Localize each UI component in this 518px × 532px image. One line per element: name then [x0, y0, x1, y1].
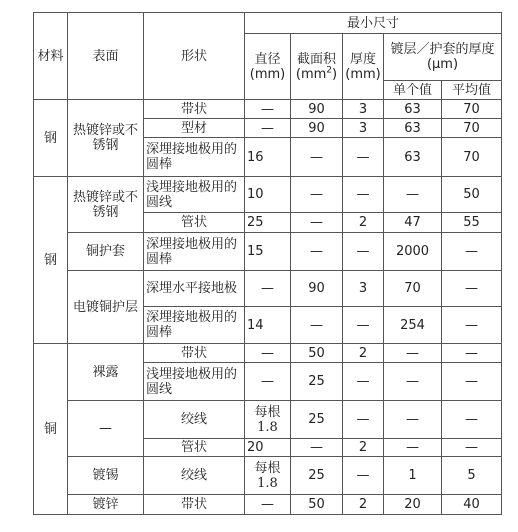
surface-zinc: 镀锌 — [68, 495, 144, 515]
cell-average: — — [442, 363, 502, 401]
cell-thickness: — — [343, 138, 384, 177]
area-unit-sup: 2 — [326, 65, 333, 76]
cell-single: 2000 — [384, 233, 442, 271]
cell-average: 70 — [442, 138, 502, 177]
cell-single: — — [384, 401, 442, 439]
header-area — [291, 34, 343, 100]
cell-single: 47 — [384, 213, 442, 233]
cell-area: — — [291, 307, 343, 344]
cell-average: 70 — [442, 100, 502, 119]
cell-area: 25 — [291, 363, 343, 401]
cell-average: — — [442, 439, 502, 457]
cell-shape: 型材 — [144, 119, 245, 138]
cell-shape: 深埋水平接地极 — [144, 271, 245, 307]
header-area-label: 截面积 — [296, 51, 336, 67]
header-thickness-unit: (mm) — [345, 66, 381, 82]
header-area-unit — [292, 67, 341, 82]
cell-average: — — [442, 401, 502, 439]
cell-thickness: — — [343, 307, 384, 344]
surface-electro-copper: 电镀铜护层 — [68, 271, 144, 344]
cell-single: 20 — [384, 495, 442, 515]
cell-shape: 深埋接地极用的圆棒 — [144, 307, 245, 344]
cell-thickness: 3 — [343, 271, 384, 307]
header-average: 平均值 — [442, 81, 502, 100]
cell-diameter: — — [245, 344, 291, 363]
grounding-material-size-table — [33, 12, 502, 515]
cell-shape: 浅埋接地极用的圆线 — [144, 177, 245, 213]
cell-single: 1 — [384, 457, 442, 495]
cell-thickness: 2 — [343, 495, 384, 515]
cell-average: — — [442, 307, 502, 344]
cell-diameter: — — [245, 495, 291, 515]
header-shape: 形状 — [144, 13, 245, 100]
cell-diameter: — — [245, 271, 291, 307]
header-diameter — [245, 34, 291, 100]
surface-hot-dip: 热镀锌或不锈钢 — [68, 100, 144, 177]
cell-diameter: 每根1.8 — [245, 401, 291, 439]
cell-thickness: 3 — [343, 119, 384, 138]
cell-average: — — [442, 344, 502, 363]
cell-single: — — [384, 177, 442, 213]
cell-area: 90 — [291, 100, 343, 119]
cell-average: 50 — [442, 177, 502, 213]
standards-table-container — [33, 12, 502, 515]
cell-area: — — [291, 233, 343, 271]
cell-diameter: — — [245, 363, 291, 401]
cell-thickness: — — [343, 363, 384, 401]
cell-thickness: 2 — [343, 439, 384, 457]
cell-diameter: 14 — [245, 307, 291, 344]
cell-diameter: 每根1.8 — [245, 457, 291, 495]
cell-single: — — [384, 363, 442, 401]
surface-none: — — [68, 401, 144, 457]
cell-shape: 深埋接地极用的圆棒 — [144, 138, 245, 177]
cell-diameter: 10 — [245, 177, 291, 213]
header-thickness-label: 厚度 — [349, 51, 376, 67]
header-surface: 表面 — [68, 13, 144, 100]
area-unit-post: ) — [332, 66, 338, 82]
cell-shape: 深埋接地极用的圆棒 — [144, 233, 245, 271]
cell-area: 50 — [291, 344, 343, 363]
cell-single: 254 — [384, 307, 442, 344]
cell-diameter: 15 — [245, 233, 291, 271]
cell-area: — — [291, 213, 343, 233]
cell-thickness: 2 — [343, 344, 384, 363]
material-steel-1: 钢 — [34, 100, 68, 177]
area-unit-pre: (mm — [295, 66, 327, 82]
cell-single: 70 — [384, 271, 442, 307]
cell-single: — — [384, 344, 442, 363]
cell-shape: 管状 — [144, 213, 245, 233]
cell-diameter: 16 — [245, 138, 291, 177]
cell-area: 25 — [291, 457, 343, 495]
cell-single: 63 — [384, 138, 442, 177]
cell-area: — — [291, 177, 343, 213]
cell-single: — — [384, 439, 442, 457]
cell-shape: 浅埋接地极用的圆线 — [144, 363, 245, 401]
cell-diameter: — — [245, 100, 291, 119]
cell-shape: 带状 — [144, 100, 245, 119]
material-steel-2: 钢 — [34, 177, 68, 344]
cell-diameter: 25 — [245, 213, 291, 233]
header-thickness — [343, 34, 384, 100]
cell-thickness: — — [343, 401, 384, 439]
surface-bare: 裸露 — [68, 344, 144, 401]
cell-shape: 带状 — [144, 495, 245, 515]
cell-area: — — [291, 138, 343, 177]
cell-thickness: — — [343, 457, 384, 495]
cell-diameter: 20 — [245, 439, 291, 457]
cell-single: 63 — [384, 100, 442, 119]
header-diameter-label: 直径 — [254, 51, 281, 67]
cell-average: 70 — [442, 119, 502, 138]
cell-average: 40 — [442, 495, 502, 515]
surface-hot-dip-2: 热镀锌或不锈钢 — [68, 177, 144, 233]
header-single: 单个值 — [384, 81, 442, 100]
cell-single: 63 — [384, 119, 442, 138]
cell-shape: 管状 — [144, 439, 245, 457]
cell-thickness: — — [343, 177, 384, 213]
cell-area: 50 — [291, 495, 343, 515]
cell-average: — — [442, 271, 502, 307]
cell-average: — — [442, 233, 502, 271]
cell-area: 90 — [291, 271, 343, 307]
surface-tin: 镀锡 — [68, 457, 144, 495]
cell-thickness: — — [343, 233, 384, 271]
surface-copper-sheath: 铜护套 — [68, 233, 144, 271]
cell-shape: 绞线 — [144, 457, 245, 495]
cell-area: 25 — [291, 401, 343, 439]
cell-average: 5 — [442, 457, 502, 495]
header-coating: 镀层／护套的厚度(μm) — [384, 34, 502, 81]
cell-area: 90 — [291, 119, 343, 138]
material-copper: 铜 — [34, 344, 68, 515]
header-material: 材料 — [34, 13, 68, 100]
header-min-size: 最小尺寸 — [245, 13, 502, 34]
cell-average: 55 — [442, 213, 502, 233]
cell-thickness: 3 — [343, 100, 384, 119]
cell-shape: 带状 — [144, 344, 245, 363]
cell-shape: 绞线 — [144, 401, 245, 439]
cell-thickness: 2 — [343, 213, 384, 233]
header-diameter-unit: (mm) — [249, 66, 286, 82]
cell-diameter: — — [245, 119, 291, 138]
cell-area: — — [291, 439, 343, 457]
